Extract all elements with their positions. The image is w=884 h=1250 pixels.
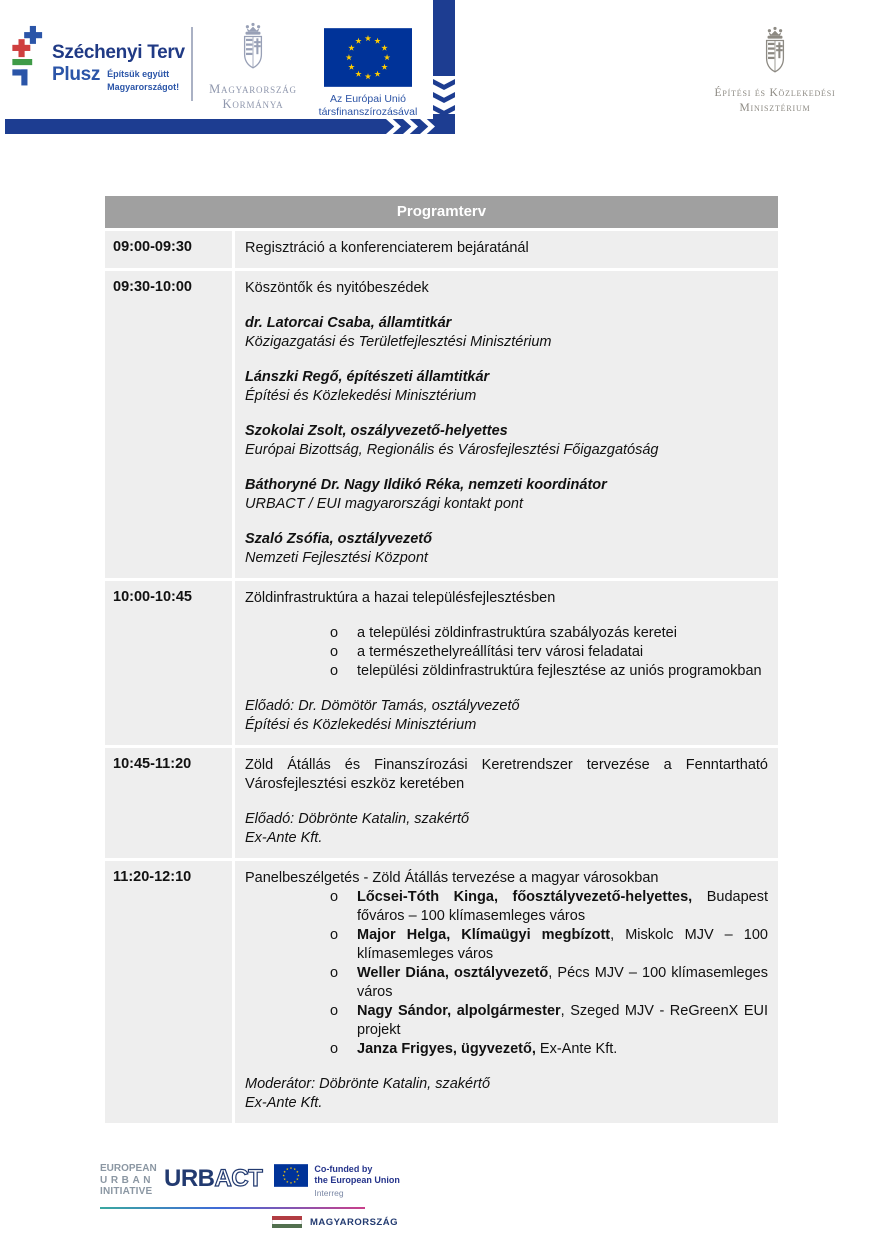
bullet-item (330, 662, 768, 681)
eui-line2: URBAN (100, 1174, 155, 1186)
table-row (105, 581, 778, 745)
european-urban-initiative-logo (100, 1163, 158, 1198)
speaker-name: Báthoryné Dr. Nagy Ildikó Réka, nemzeti koordinátor (245, 477, 607, 493)
speaker-org: URBACT / EUI magyarországi kontakt pont (245, 496, 524, 512)
szechenyi-tagline-line2: Magyarországot! (107, 82, 180, 92)
hungarian-flag-icon (272, 1216, 302, 1228)
panelist-item (330, 964, 768, 1002)
session-title: Zöldinfrastruktúra a hazai településfejlesztésben (245, 590, 556, 606)
content-cell (235, 271, 778, 578)
session-title: Zöld Átállás és Finanszírozási Keretrendszer tervezése a Fenntartható Városfejlesztési eszköz keretében (245, 757, 768, 792)
szechenyi-terv-plusz-logo (10, 24, 190, 104)
moderator-org: Ex-Ante Kft. (245, 1095, 323, 1111)
szechenyi-logo-title: Széchenyi Terv (52, 42, 185, 63)
table-row (105, 861, 778, 1123)
government-caption-line2: Kormánya (222, 97, 284, 111)
chevrons-right-icon (386, 119, 435, 134)
panelist-item (330, 926, 768, 964)
interreg-label: Interreg (314, 1188, 344, 1198)
bullet-marker: o (330, 625, 339, 641)
chevrons-down-icon (433, 79, 455, 116)
panelist-item (330, 1040, 768, 1059)
presenter-org: Ex-Ante Kft. (245, 830, 323, 846)
ministry-coat-of-arms-icon (756, 26, 794, 82)
magyarorszag-label: MAGYARORSZÁG (310, 1216, 398, 1228)
speaker-org: Európai Bizottság, Regionális és Városfejlesztési Főigazgatóság (245, 442, 659, 458)
session-title: Köszöntők és nyitóbeszédek (245, 280, 429, 296)
urbact-outline: ACT (214, 1165, 263, 1192)
panelist-name: Lőcsei-Tóth Kinga, főosztályvezető-helyettes, (357, 889, 693, 905)
bullet-marker: o (330, 965, 339, 981)
bullet-marker: o (330, 644, 339, 660)
eu-cofunded-logo (274, 1164, 400, 1199)
speaker-org: Közigazgatási és Területfejlesztési Minisztérium (245, 334, 552, 350)
session-title: Regisztráció a konferenciaterem bejáratánál (245, 240, 529, 256)
cofunded-line1: Co-funded by (314, 1164, 373, 1174)
ministry-logo (700, 26, 850, 116)
content-cell (235, 861, 778, 1123)
urbact-logo (164, 1165, 262, 1193)
panelist-item (330, 1002, 768, 1040)
eu-caption-line1: Az Európai Unió (330, 93, 406, 105)
header-divider (191, 27, 193, 101)
program-table (105, 196, 778, 1126)
panelist-text (357, 926, 768, 964)
table-row (105, 271, 778, 578)
bullet-marker: o (330, 889, 339, 905)
eui-line1: EUROPEAN (100, 1163, 157, 1174)
panelist-name: Major Helga, Klímaügyi megbízott (357, 927, 611, 943)
szechenyi-tagline-line1: Építsük együtt (107, 69, 170, 79)
content-cell (235, 581, 778, 745)
presenter-line: Előadó: Dr. Dömötör Tamás, osztályvezető (245, 698, 520, 714)
panelist-detail: , Szeged MJV - ReGreenX EUI projekt (357, 1003, 769, 1038)
speaker-name: dr. Latorcai Csaba, államtitkár (245, 315, 452, 331)
moderator-line: Moderátor: Döbrönte Katalin, szakértő (245, 1076, 491, 1092)
eu-flag-icon (274, 1164, 308, 1187)
gradient-divider (100, 1207, 365, 1210)
eu-caption-line2: társfinanszírozásával (318, 106, 418, 118)
bullet-text: a természethelyreállítási terv városi feladatai (357, 644, 644, 660)
table-row (105, 231, 778, 268)
szechenyi-logo-subtitle: Plusz (52, 64, 101, 85)
speaker-org: Nemzeti Fejlesztési Központ (245, 550, 428, 566)
panelist-text (357, 1002, 768, 1040)
eu-cofinancing-logo (315, 28, 421, 119)
table-row (105, 748, 778, 858)
bullet-text: a települési zöldinfrastruktúra szabályozás keretei (357, 625, 677, 641)
bullet-marker: o (330, 1003, 339, 1019)
ministry-caption-line2: Minisztérium (739, 102, 811, 114)
presenter-line: Előadó: Döbrönte Katalin, szakértő (245, 811, 470, 827)
time-cell: 11:20-12:10 (105, 861, 235, 1123)
bullet-marker: o (330, 1041, 339, 1057)
eu-flag-icon (324, 28, 412, 87)
time-cell: 09:00-09:30 (105, 231, 235, 268)
panelist-item (330, 888, 768, 926)
content-cell (235, 231, 778, 268)
bullet-item (330, 624, 768, 643)
bullet-marker: o (330, 927, 339, 943)
speaker-name: Szaló Zsófia, osztályvezető (245, 531, 432, 547)
panelist-detail: , Pécs MJV – 100 klímasemleges város (357, 965, 768, 1000)
time-cell: 10:45-11:20 (105, 748, 235, 858)
footer-logos (100, 1163, 400, 1228)
session-title: Panelbeszélgetés - Zöld Átállás tervezése a magyar városokban (245, 870, 659, 886)
urbact-solid: URB (164, 1165, 215, 1192)
eui-line3: INITIATIVE (100, 1186, 153, 1197)
panelist-detail: , Miskolc MJV – 100 klímasemleges város (357, 927, 768, 962)
cofunded-line2: the European Union (314, 1174, 400, 1185)
magyarorszag-logo (272, 1216, 400, 1228)
panelist-detail: Budapest főváros – 100 klímasemleges város (357, 889, 768, 924)
frame-corner (433, 114, 455, 134)
bullet-item (330, 643, 768, 662)
panelist-name: Weller Diána, osztályvezető (357, 965, 549, 981)
government-caption-line1: Magyarország (209, 82, 297, 96)
panelist-name: Janza Frigyes, ügyvezető, (357, 1041, 536, 1057)
time-cell: 09:30-10:00 (105, 271, 235, 578)
ministry-caption-line1: Építési és Közlekedési (714, 87, 836, 99)
speaker-name: Lánszki Regő, építészeti államtitkár (245, 369, 490, 385)
panelist-text (357, 888, 768, 926)
panelist-detail: Ex-Ante Kft. (535, 1041, 618, 1057)
panelist-text (357, 964, 768, 1002)
content-cell (235, 748, 778, 858)
hungary-coat-of-arms-icon (234, 22, 272, 78)
bullet-text: települési zöldinfrastruktúra fejlesztése az uniós programokban (357, 663, 762, 679)
speaker-name: Szokolai Zsolt, oszályvezető-helyettes (245, 423, 508, 439)
frame-vertical-bar (433, 0, 455, 76)
speaker-org: Építési és Közlekedési Minisztérium (245, 388, 477, 404)
presenter-org: Építési és Közlekedési Minisztérium (245, 717, 477, 733)
time-cell: 10:00-10:45 (105, 581, 235, 745)
hungary-government-logo (203, 22, 303, 112)
szechenyi-plus-icon (10, 24, 44, 94)
bullet-marker: o (330, 663, 339, 679)
panelist-text (357, 1040, 768, 1059)
table-title: Programterv (105, 196, 778, 228)
panelist-name: Nagy Sándor, alpolgármester (357, 1003, 561, 1019)
